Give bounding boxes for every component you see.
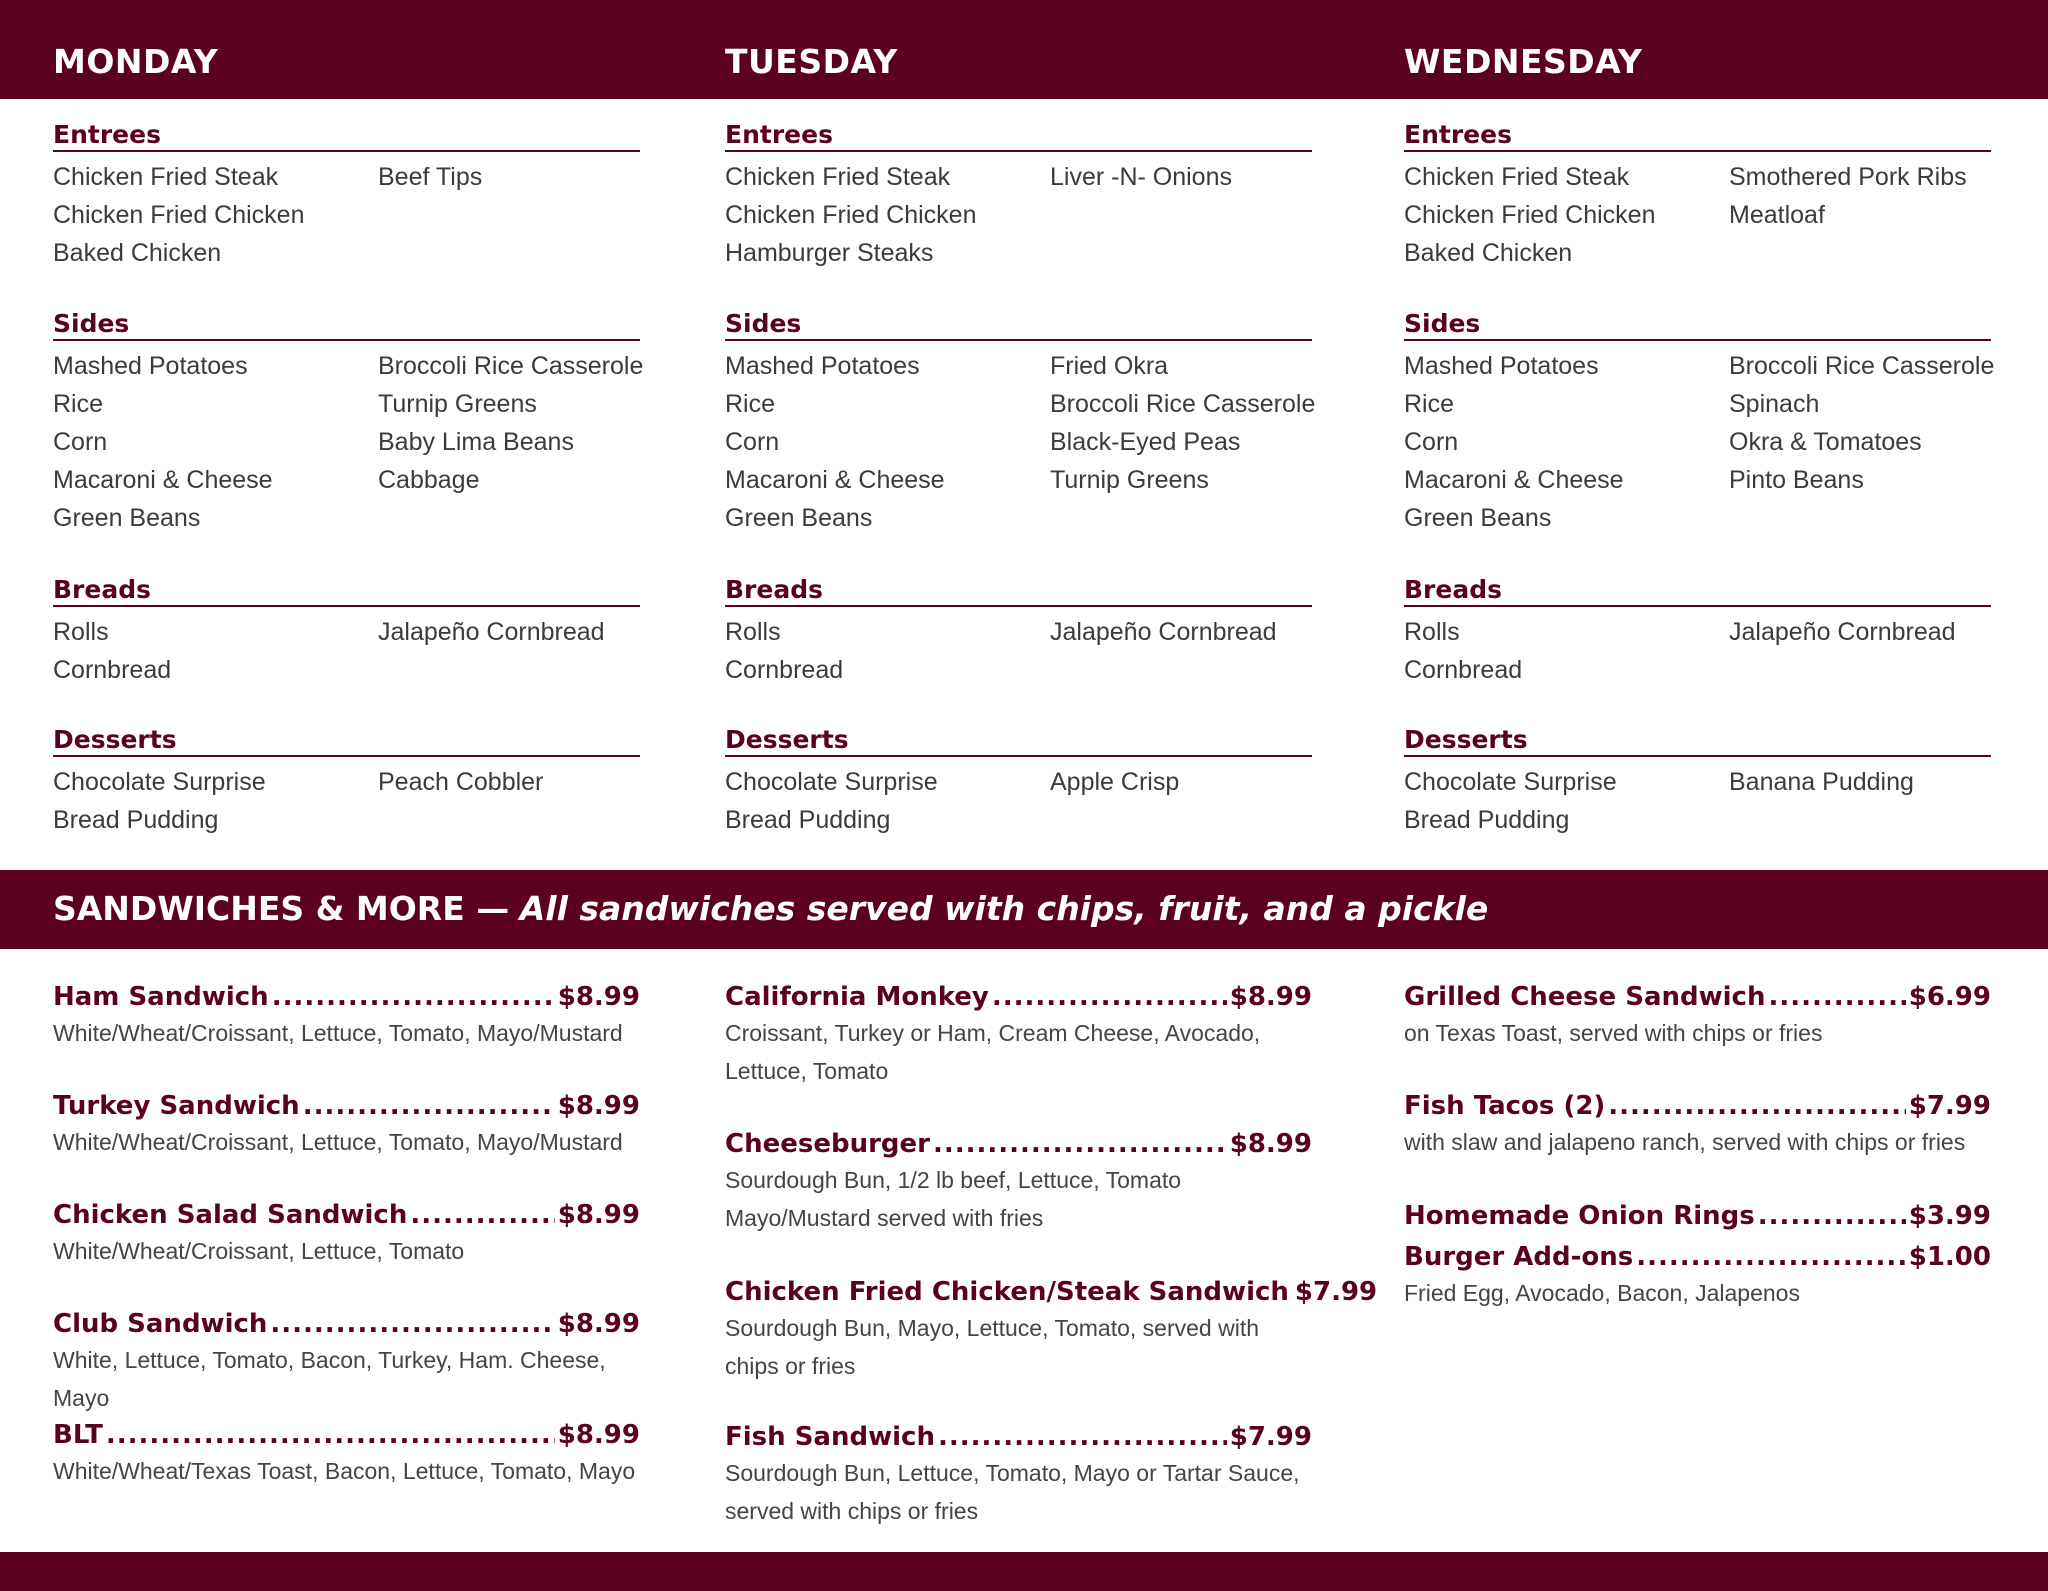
sandwich-item (725, 1127, 1312, 1237)
menu-item: Banana Pudding (1729, 768, 1914, 796)
dot-leader (1636, 1240, 1905, 1274)
sandwich-description: Sourdough Bun, 1/2 lb beef, Lettuce, Tomato Mayo/Mustard served with fries (725, 1167, 1182, 1231)
menu-item: Baby Lima Beans (378, 428, 574, 456)
menu-item: Rice (1404, 390, 1455, 418)
menu-item: Fried Okra (1050, 352, 1169, 380)
dot-leader (1768, 980, 1905, 1014)
sandwich-price: $7.99 (1908, 1091, 1991, 1121)
sandwich-price: $8.99 (1229, 1129, 1312, 1159)
sandwich-name: Cheeseburger (725, 1129, 930, 1159)
menu-item: Bread Pudding (1404, 806, 1570, 834)
menu-item: Rice (53, 390, 104, 418)
sandwiches-heading: SANDWICHES & MORE — (53, 889, 510, 928)
dot-leader (992, 980, 1227, 1014)
menu-item: Jalapeño Cornbread (1050, 618, 1277, 646)
menu-item: Okra & Tomatoes (1729, 428, 1922, 456)
monday-breads-section (53, 575, 640, 684)
dot-leader (270, 1307, 554, 1341)
sandwich-price: $3.99 (1908, 1201, 1991, 1231)
sandwich-price: $8.99 (557, 1091, 640, 1121)
menu-item: Chocolate Surprise (53, 768, 266, 796)
sandwich-name: Chicken Salad Sandwich (53, 1200, 408, 1230)
sandwich-description: White/Wheat/Croissant, Lettuce, Tomato (53, 1238, 465, 1264)
menu-item: Meatloaf (1729, 201, 1825, 229)
section-heading: Desserts (53, 725, 640, 757)
menu-item: Bread Pudding (53, 806, 219, 834)
menu-item: Liver -N- Onions (1050, 163, 1232, 191)
sandwich-item (53, 1198, 640, 1270)
menu-item: Jalapeño Cornbread (378, 618, 605, 646)
menu-item: Corn (1404, 428, 1459, 456)
menu-item: Rolls (53, 618, 109, 646)
menu-item: Black-Eyed Peas (1050, 428, 1241, 456)
sandwich-price: $8.99 (557, 982, 640, 1012)
menu-item: Corn (53, 428, 108, 456)
menu-item: Green Beans (53, 504, 201, 532)
menu-item: Rice (725, 390, 776, 418)
menu-item: Chicken Fried Steak (53, 163, 279, 191)
menu-item: Rolls (725, 618, 781, 646)
wednesday-entrees-section (1404, 120, 1991, 267)
dot-leader (933, 1127, 1227, 1161)
day-title-monday: MONDAY (53, 42, 219, 81)
dot-leader (410, 1198, 554, 1232)
sandwich-item (1404, 980, 1991, 1052)
sandwich-description: White/Wheat/Croissant, Lettuce, Tomato, Mayo/Mustard (53, 1020, 623, 1046)
section-heading: Desserts (725, 725, 1312, 757)
dot-leader (106, 1418, 555, 1452)
section-heading: Breads (725, 575, 1312, 607)
sandwich-price: $7.99 (1294, 1277, 1378, 1307)
sandwich-item (1404, 1240, 1991, 1312)
sandwich-name: Homemade Onion Rings (1404, 1201, 1755, 1231)
menu-item: Turnip Greens (378, 390, 537, 418)
sandwich-name: Grilled Cheese Sandwich (1404, 982, 1766, 1012)
sandwich-description: White, Lettuce, Tomato, Bacon, Turkey, Ham. Cheese, Mayo (53, 1347, 606, 1411)
sandwich-name: Chicken Fried Chicken/Steak Sandwich (725, 1277, 1289, 1307)
sandwich-description: Croissant, Turkey or Ham, Cream Cheese, Avocado, Lettuce, Tomato (725, 1020, 1261, 1084)
sandwich-name: Fish Tacos (2) (1404, 1091, 1606, 1121)
section-heading: Sides (1404, 309, 1991, 341)
menu-item: Macaroni & Cheese (1404, 466, 1624, 494)
dot-leader (1758, 1199, 1906, 1233)
menu-item: Macaroni & Cheese (725, 466, 945, 494)
menu-item: Broccoli Rice Casserole (1050, 390, 1316, 418)
dot-leader (272, 980, 555, 1014)
menu-item: Mashed Potatoes (1404, 352, 1599, 380)
section-heading: Sides (53, 309, 640, 341)
menu-item: Chicken Fried Chicken (725, 201, 977, 229)
monday-desserts-section (53, 725, 640, 834)
day-title-tuesday: TUESDAY (725, 42, 898, 81)
section-heading: Breads (1404, 575, 1991, 607)
sandwich-item (725, 1275, 1378, 1385)
sandwich-name: Turkey Sandwich (53, 1091, 300, 1121)
sandwich-description: White/Wheat/Croissant, Lettuce, Tomato, Mayo/Mustard (53, 1129, 623, 1155)
menu-item: Hamburger Steaks (725, 239, 934, 267)
menu-item: Green Beans (725, 504, 873, 532)
menu-item: Chocolate Surprise (725, 768, 938, 796)
sandwich-description: Sourdough Bun, Mayo, Lettuce, Tomato, served with chips or fries (725, 1315, 1259, 1379)
sandwich-description: White/Wheat/Texas Toast, Bacon, Lettuce, Tomato, Mayo (53, 1458, 636, 1484)
sandwiches-title (53, 886, 1488, 932)
menu-item: Pinto Beans (1729, 466, 1864, 494)
tuesday-entrees-section (725, 120, 1312, 267)
menu-item: Rolls (1404, 618, 1460, 646)
section-heading: Entrees (725, 120, 1312, 152)
dot-leader (303, 1089, 555, 1123)
menu-item: Mashed Potatoes (53, 352, 248, 380)
sandwich-name: BLT (53, 1420, 103, 1450)
menu-item: Chicken Fried Chicken (1404, 201, 1656, 229)
menu-item: Green Beans (1404, 504, 1552, 532)
tuesday-breads-section (725, 575, 1312, 684)
monday-entrees-section (53, 120, 640, 267)
sandwich-name: Burger Add-ons (1404, 1242, 1634, 1272)
section-heading: Desserts (1404, 725, 1991, 757)
dot-leader (1608, 1089, 1905, 1123)
sandwich-description: Sourdough Bun, Lettuce, Tomato, Mayo or Tartar Sauce, served with chips or fries (725, 1460, 1300, 1524)
sandwich-item (53, 980, 640, 1052)
menu-item: Cornbread (725, 656, 844, 684)
sandwich-price: $8.99 (557, 1420, 640, 1450)
wednesday-desserts-section (1404, 725, 1991, 834)
wednesday-breads-section (1404, 575, 1991, 684)
sandwiches-subtitle: All sandwiches served with chips, fruit, and a pickle (519, 889, 1489, 928)
sandwich-name: Fish Sandwich (725, 1422, 935, 1452)
wednesday-sides-section (1404, 309, 1995, 532)
sandwich-item (53, 1307, 640, 1417)
menu-item: Bread Pudding (725, 806, 891, 834)
sandwich-description: Fried Egg, Avocado, Bacon, Jalapenos (1404, 1280, 1800, 1306)
sandwich-item (53, 1089, 640, 1161)
section-heading: Breads (53, 575, 640, 607)
menu-item: Broccoli Rice Casserole (1729, 352, 1995, 380)
sandwich-item (53, 1418, 640, 1490)
menu-item: Turnip Greens (1050, 466, 1209, 494)
sandwich-price: $8.99 (557, 1309, 640, 1339)
sandwich-name: Ham Sandwich (53, 982, 269, 1012)
section-heading: Entrees (1404, 120, 1991, 152)
menu-item: Macaroni & Cheese (53, 466, 273, 494)
menu-item: Cornbread (1404, 656, 1523, 684)
menu-item: Baked Chicken (53, 239, 222, 267)
sandwich-name: Club Sandwich (53, 1309, 268, 1339)
sandwich-price: $8.99 (557, 1200, 640, 1230)
section-heading: Entrees (53, 120, 640, 152)
menu-item: Chicken Fried Steak (1404, 163, 1630, 191)
menu-item: Mashed Potatoes (725, 352, 920, 380)
monday-sides-section (53, 309, 644, 532)
footer-band (0, 1552, 2048, 1591)
days-header-band (0, 0, 2048, 99)
dot-leader (938, 1420, 1227, 1454)
sandwich-item (1404, 1089, 1991, 1161)
menu-item: Chicken Fried Chicken (53, 201, 305, 229)
menu-item: Cabbage (378, 466, 480, 494)
tuesday-sides-section (725, 309, 1316, 532)
menu-item: Jalapeño Cornbread (1729, 618, 1956, 646)
menu-item: Chicken Fried Steak (725, 163, 951, 191)
menu-item: Peach Cobbler (378, 768, 544, 796)
sandwich-price: $6.99 (1908, 982, 1991, 1012)
sandwich-price: $1.00 (1908, 1242, 1991, 1272)
menu-item: Chocolate Surprise (1404, 768, 1617, 796)
sandwich-description: on Texas Toast, served with chips or fries (1404, 1020, 1823, 1046)
menu-item: Smothered Pork Ribs (1729, 163, 1967, 191)
sandwich-price: $8.99 (1229, 982, 1312, 1012)
sandwich-item (725, 1420, 1312, 1530)
menu-item: Corn (725, 428, 780, 456)
menu-item: Beef Tips (378, 163, 483, 191)
menu-item: Cornbread (53, 656, 172, 684)
menu-item: Baked Chicken (1404, 239, 1573, 267)
sandwich-price: $7.99 (1229, 1422, 1312, 1452)
menu-item: Apple Crisp (1050, 768, 1180, 796)
tuesday-desserts-section (725, 725, 1312, 834)
sandwich-description: with slaw and jalapeno ranch, served with chips or fries (1404, 1129, 1966, 1155)
section-heading: Sides (725, 309, 1312, 341)
sandwich-item (725, 980, 1312, 1090)
sandwich-name: California Monkey (725, 982, 989, 1012)
sandwich-item (1404, 1199, 1991, 1233)
menu-item: Broccoli Rice Casserole (378, 352, 644, 380)
menu-item: Spinach (1729, 390, 1820, 418)
day-title-wednesday: WEDNESDAY (1404, 42, 1643, 81)
